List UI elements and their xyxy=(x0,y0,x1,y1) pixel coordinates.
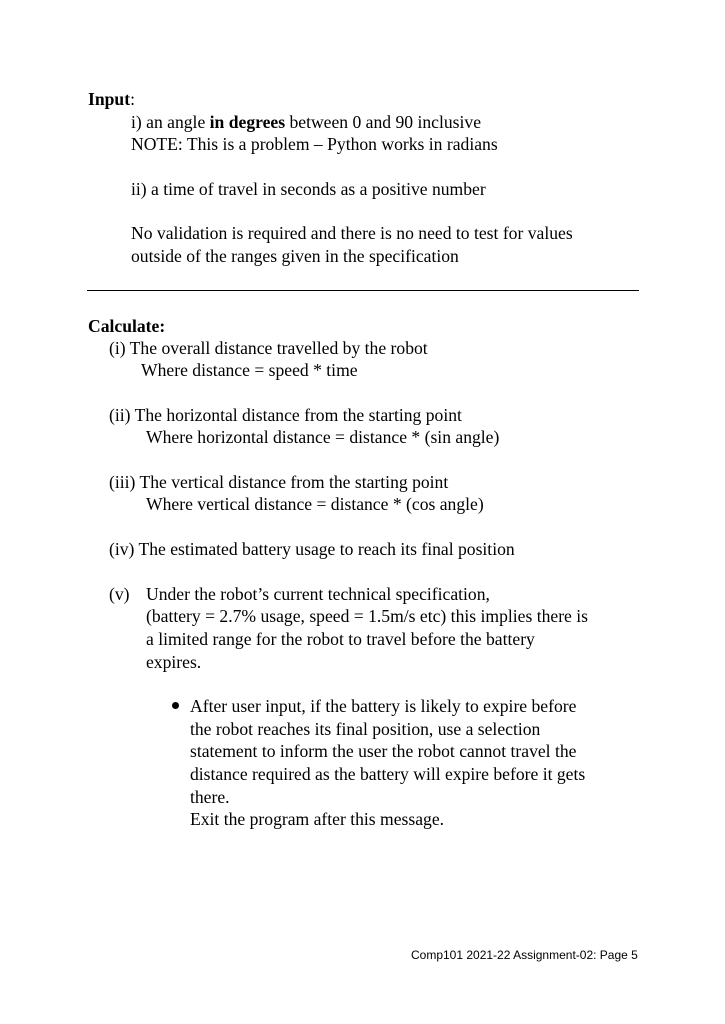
validation-line-1: No validation is required and there is no need to test for values xyxy=(131,223,573,243)
input-note: NOTE: This is a problem – Python works in radians xyxy=(131,134,498,154)
bullet-line-3: statement to inform the user the robot cannot travel the xyxy=(190,741,577,761)
bullet-line-4: distance required as the battery will expire before it gets xyxy=(190,764,586,784)
calc-v-line-2: (battery = 2.7% usage, speed = 1.5m/s etc) this implies there is xyxy=(146,606,588,626)
input-heading-label: Input xyxy=(88,89,131,109)
input-heading-colon: : xyxy=(130,89,135,109)
calc-i-title: (i) The overall distance travelled by the robot xyxy=(109,338,428,358)
calc-v-line-3: a limited range for the robot to travel before the battery xyxy=(146,629,535,649)
validation-line-2: outside of the ranges given in the specification xyxy=(131,246,459,266)
bullet-line-5: there. xyxy=(190,787,230,807)
calc-ii-formula: Where horizontal distance = distance * (sin angle) xyxy=(146,427,500,447)
input-item-time: ii) a time of travel in seconds as a positive number xyxy=(131,179,486,199)
input-item-angle-prefix: i) an angle xyxy=(131,112,210,132)
input-item-angle xyxy=(131,111,481,133)
calc-ii-title: (ii) The horizontal distance from the starting point xyxy=(109,405,462,425)
input-item-angle-suffix: between 0 and 90 inclusive xyxy=(285,112,481,132)
calc-v-label: (v) xyxy=(109,584,130,604)
calculate-heading: Calculate: xyxy=(88,316,166,336)
calc-i-formula: Where distance = speed * time xyxy=(141,360,358,380)
input-heading xyxy=(88,88,135,110)
bullet-line-2: the robot reaches its final position, use a selection xyxy=(190,719,541,739)
calc-iv-title: (iv) The estimated battery usage to reach its final position xyxy=(109,539,515,559)
input-item-angle-bold: in degrees xyxy=(209,112,286,132)
bullet-icon xyxy=(172,702,179,709)
calc-v-line-1: Under the robot’s current technical specification, xyxy=(146,584,490,604)
calc-v-line-4: expires. xyxy=(146,652,202,672)
bullet-line-6: Exit the program after this message. xyxy=(190,809,445,829)
section-divider xyxy=(87,290,639,291)
calc-iii-formula: Where vertical distance = distance * (cos angle) xyxy=(146,494,484,514)
page-footer: Comp101 2021-22 Assignment-02: Page 5 xyxy=(411,948,638,962)
calc-iii-title: (iii) The vertical distance from the starting point xyxy=(109,472,449,492)
bullet-line-1: After user input, if the battery is likely to expire before xyxy=(190,696,577,716)
